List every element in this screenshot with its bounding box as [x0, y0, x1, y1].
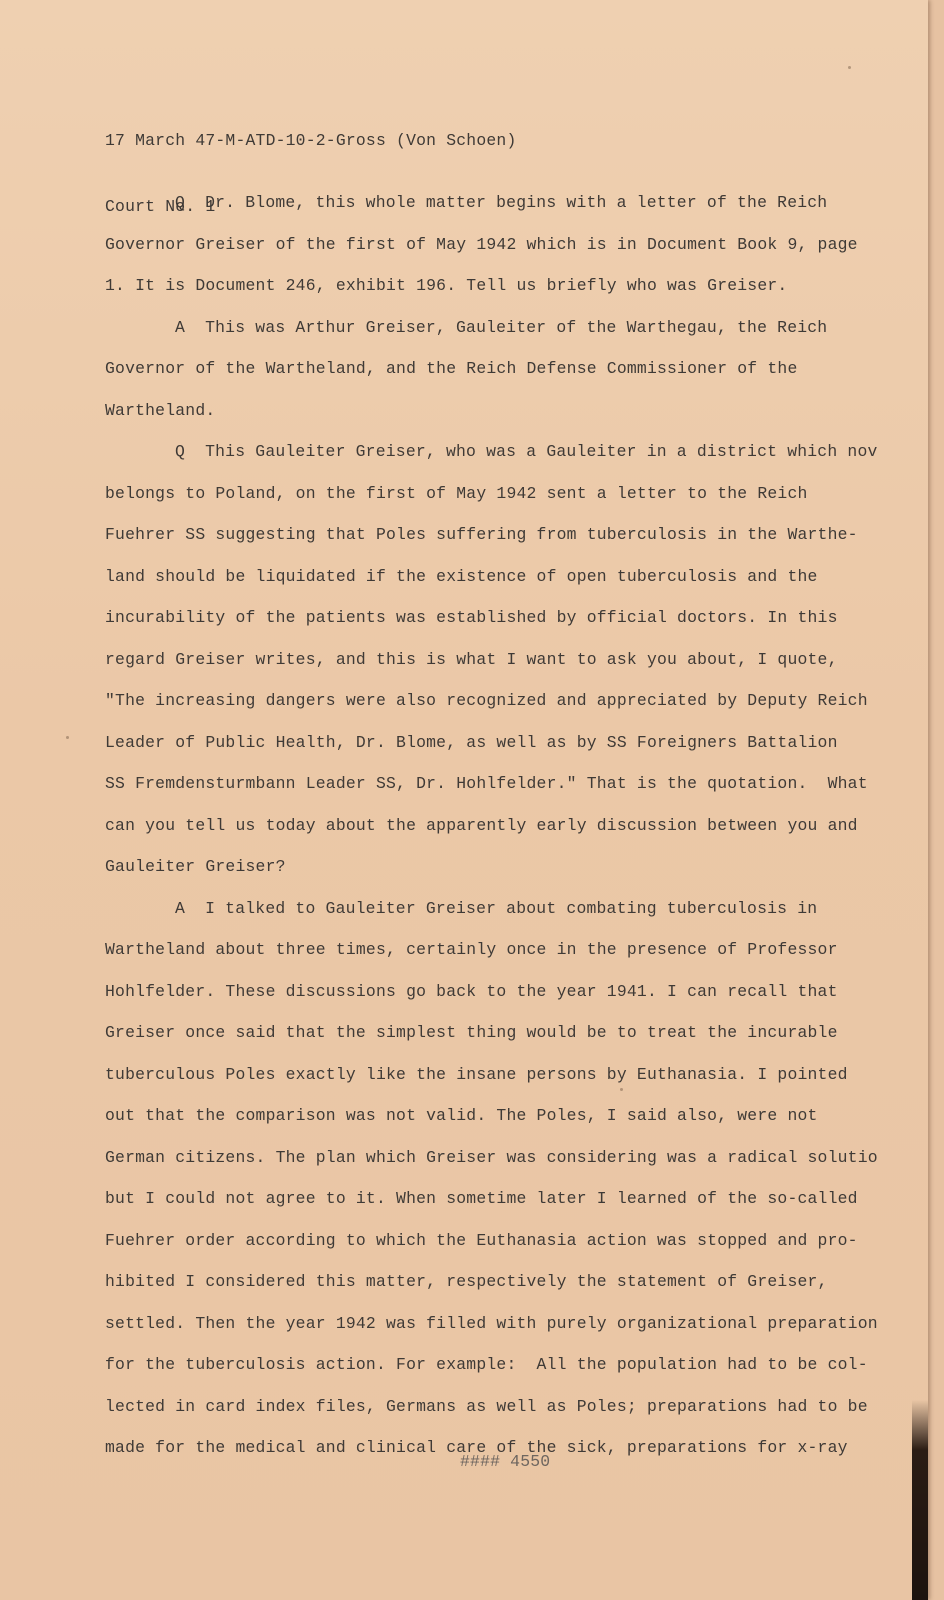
transcript-line: Wartheland.	[105, 400, 216, 420]
torn-edge-shadow	[912, 1400, 928, 1600]
transcript-line: land should be liquidated if the existence of open tuberculosis and the	[105, 566, 818, 586]
transcript-line: A This was Arthur Greiser, Gauleiter of the Warthegau, the Reich	[175, 317, 828, 337]
paper-fleck	[620, 1088, 623, 1091]
transcript-line: Governor Greiser of the first of May 1942 which is in Document Book 9, page	[105, 234, 858, 254]
transcript-line: Gauleiter Greiser?	[105, 857, 286, 876]
transcript-line: settled. Then the year 1942 was filled with purely organizational preparation	[105, 1313, 878, 1333]
transcript-line: tuberculous Poles exactly like the insane persons by Euthanasia. I pointed	[105, 1064, 848, 1084]
transcript-line: can you tell us today about the apparently early discussion between you and	[105, 815, 858, 835]
transcript-line: "The increasing dangers were also recognized and appreciated by Deputy Reich	[105, 691, 868, 710]
transcript-line: but I could not agree to it. When sometime later I learned of the so-called	[105, 1189, 858, 1208]
transcript-line: for the tuberculosis action. For example: All the population had to be col-	[105, 1355, 868, 1374]
header-date-case: 17 March 47-M-ATD-10-2-Gross (Von Schoen)	[105, 131, 517, 150]
paper-fleck	[848, 66, 851, 69]
header-court: Court No. 1	[105, 197, 216, 216]
transcript-line: German citizens. The plan which Greiser was considering was a radical solutio	[105, 1147, 878, 1167]
transcript-line: SS Fremdensturmbann Leader SS, Dr. Hohlfelder." That is the quotation. What	[105, 774, 868, 793]
transcript-line: Hohlfelder. These discussions go back to the year 1941. I can recall that	[105, 981, 838, 1001]
transcript-line: lected in card index files, Germans as well as Poles; preparations had to be	[105, 1396, 868, 1416]
transcript-line: regard Grеiser writes, and this is what I want to ask you about, I quote,	[105, 649, 838, 669]
transcript-line: out that the comparison was not valid. The Poles, I said also, were not	[105, 1106, 818, 1125]
transcript-line: hibited I considered this matter, respectively the statement of Greiser,	[105, 1272, 828, 1291]
page-number: #### 4550	[460, 1452, 551, 1471]
transcript-line: Leader of Public Health, Dr. Blome, as well as by SS Foreigners Battalion	[105, 732, 838, 752]
transcript-line: Wartheland about three times, certainly once in the presence of Professor	[105, 940, 838, 959]
transcript-line: incurability of the patients was established by official doctors. In this	[105, 608, 838, 627]
transcript-line: Greiser once said that the simplest thing would be to treat the incurable	[105, 1023, 838, 1042]
transcript-line: Fuehrer order according to which the Euthanasia action was stopped and pro-	[105, 1230, 858, 1250]
transcript-body	[105, 182, 895, 1469]
paper-fleck	[66, 736, 69, 739]
transcript-line: Fuehrer SS suggesting that Poles suffering from tuberculosis in the Warthe-	[105, 525, 858, 544]
transcript-line: A I talked to Gauleiter Greiser about combating tuberculosis in	[175, 898, 818, 918]
transcript-line: Q Dr. Blome, this whole matter begins with a letter of the Reich	[175, 193, 828, 212]
transcript-line: Governor of the Wartheland, and the Reich Defense Commissioner of the	[105, 359, 798, 378]
transcript-line: made for the medical and clinical care of the sick, preparations for x-ray	[105, 1438, 848, 1457]
transcript-line: Q This Gauleiter Grеiser, who was a Gauleiter in a district which nov	[175, 442, 878, 461]
transcript-line: belongs to Poland, on the first of May 1942 sent a letter to the Reich	[105, 483, 808, 503]
transcript-line: 1. It is Document 246, exhibit 196. Tell us briefly who was Greiser.	[105, 276, 788, 295]
